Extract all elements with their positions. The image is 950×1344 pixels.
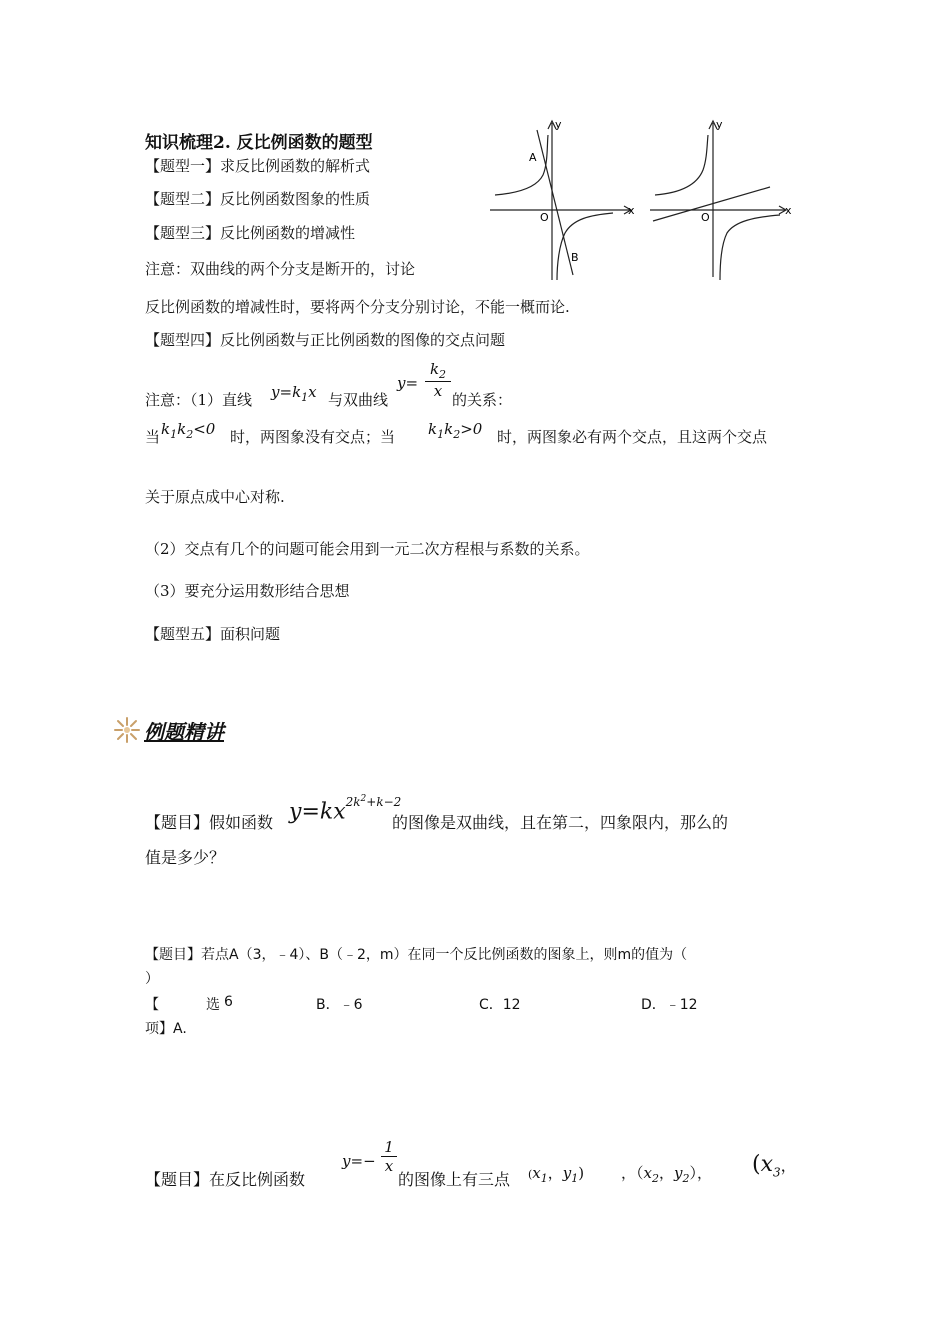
formula-hyperbola-frac: $\frac{k_2}{x}$ (425, 360, 451, 400)
right-y-label: y (716, 118, 723, 131)
note-1b: 反比例函数的增减性时，要将两个分支分别讨论，不能一概而论. (145, 298, 570, 316)
when-1-tail: 时，两图象没有交点；当 (230, 428, 396, 446)
left-line (537, 130, 573, 275)
when-2-tail: 时，两图象必有两个交点，且这两个交点 (497, 428, 768, 446)
condition-gt0: $k_1k_2>0$ (428, 420, 483, 441)
problem-1-formula: $y=kx^{2k^2+k-2}$ (289, 794, 402, 825)
left-y-label: y (555, 118, 562, 131)
note-3: （2）交点有几个的问题可能会用到一元二次方程根与系数的关系。 (145, 540, 590, 558)
problem-3-point-2: ，（$x_2$，$y_2$）， (621, 1164, 712, 1185)
type-3: 【题型三】反比例函数的增减性 (145, 224, 356, 242)
point-b-label: B (571, 251, 579, 264)
problem-3-prefix: 【题目】在反比例函数 (145, 1170, 306, 1189)
option-xuan: 选 (206, 997, 220, 1013)
note-1a: 注意：双曲线的两个分支是断开的，讨论 (145, 260, 416, 278)
option-d: D．﹣12 (641, 997, 698, 1013)
right-line (653, 187, 770, 221)
right-x-label: x (785, 204, 792, 217)
note-2-suffix: 的关系： (452, 391, 513, 409)
when-1: 当 (145, 428, 161, 446)
formula-line: $y=k_1x$ (271, 383, 317, 404)
left-origin-label: O (540, 211, 549, 224)
sparkle-icon (112, 715, 142, 745)
condition-lt0: $k_1k_2<0$ (161, 420, 216, 441)
left-x-label: x (628, 204, 635, 217)
problem-3-frac: $\frac{1}{x}$ (381, 1138, 397, 1175)
symmetric-note: 关于原点成中心对称. (145, 488, 285, 506)
type-2: 【题型二】反比例函数图象的性质 (145, 190, 371, 208)
problem-2-line-1: 【题目】若点A（3，﹣4）、B（﹣2，m）在同一个反比例函数的图象上，则m的值为（ (145, 947, 688, 963)
problem-1-line-2: 值是多少？ (145, 848, 226, 867)
option-a: 6 (224, 994, 233, 1010)
type-5: 【题型五】面积问题 (145, 625, 281, 643)
option-b: B．﹣6 (316, 997, 363, 1013)
knowledge-title: 知识梳理2. 反比例函数的题型 (145, 133, 373, 153)
problem-2-line-2: ） (145, 971, 159, 987)
problem-1-suffix: 的图像是双曲线，且在第二，四象限内，那么的 (392, 813, 729, 832)
formula-hyperbola-lhs: y= (397, 374, 419, 392)
right-origin-label: O (701, 211, 710, 224)
problem-3-mid: 的图像上有三点 (398, 1170, 511, 1189)
problem-3-point-3: ($x_3$， (752, 1152, 797, 1180)
type-1: 【题型一】求反比例函数的解析式 (145, 157, 371, 175)
note-2-prefix: 注意：（1）直线 (145, 391, 253, 409)
section-title: 例题精讲 (144, 720, 224, 744)
problem-1-prefix: 【题目】假如函数 (145, 813, 274, 832)
hyperbola-graphs (485, 115, 805, 285)
right-branch-lower (720, 215, 780, 280)
point-a-label: A (529, 151, 537, 164)
problem-3-point-1: ($x_1$，$y_1$) (528, 1164, 585, 1185)
type-4: 【题型四】反比例函数与正比例函数的图像的交点问题 (145, 331, 506, 349)
option-c: C．12 (479, 997, 521, 1013)
option-answer: 项】A. (145, 1021, 187, 1037)
problem-3-lhs: y=− (342, 1152, 376, 1170)
note-2-mid: 与双曲线 (328, 391, 389, 409)
option-bracket: 【 (145, 997, 159, 1013)
note-4: （3）要充分运用数形结合思想 (145, 582, 350, 600)
right-branch-upper (655, 135, 708, 195)
